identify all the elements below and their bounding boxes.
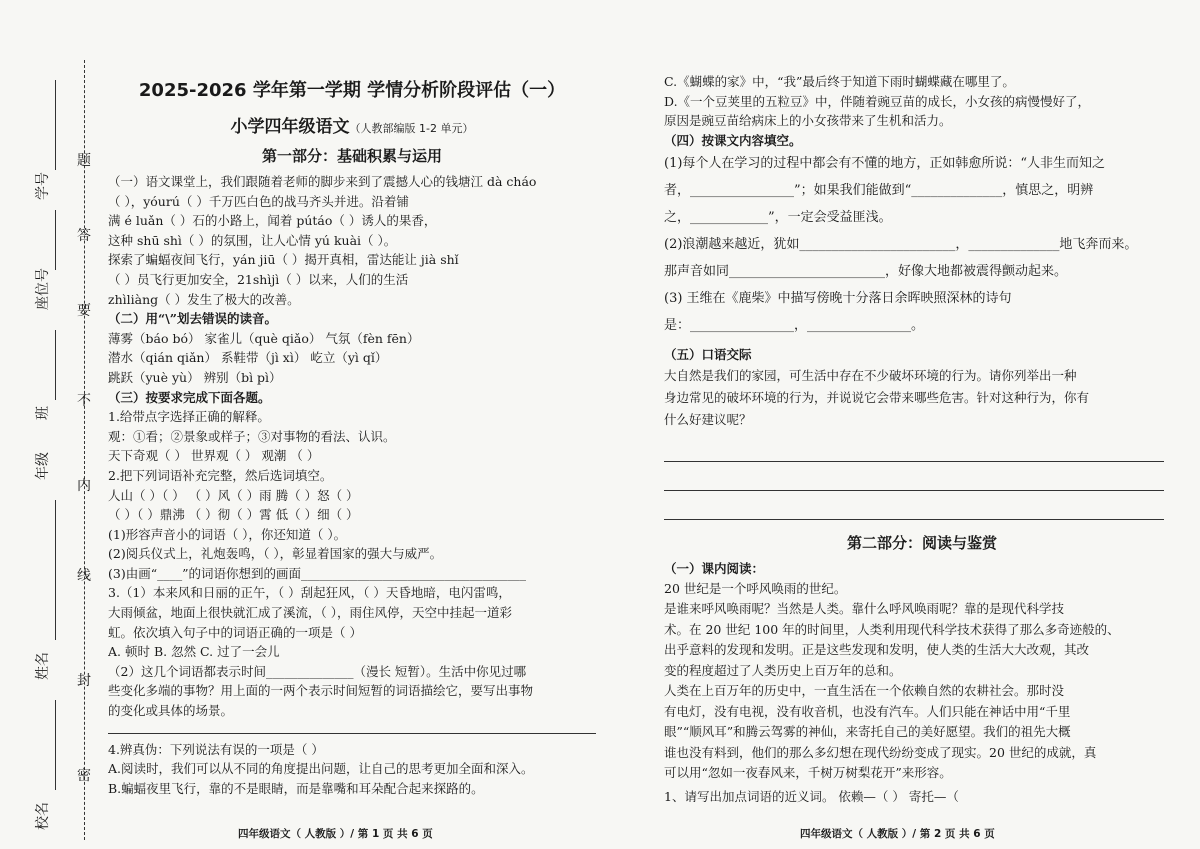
reading-line: 术。在 20 世纪 100 年的时间里，人类利用现代科学技术获得了那么多奇迹般的、 <box>664 621 1120 637</box>
reading-line: 谁也没有料到，他们的那么多幻想在现代纷纷变成了现实。20 世纪的成就，真 <box>664 744 1097 760</box>
question-line: C.《蝴蝶的家》中，“我”最后终于知道下雨时蝴蝶藏在哪里了。 <box>664 74 1015 89</box>
reading-line: 有电灯，没有电视，没有收音机，也没有汽车。人们只能在神话中用“千里 <box>664 703 1071 719</box>
seal-word: 线 <box>77 568 91 584</box>
section-heading: （三）按要求完成下面各题。 <box>108 389 271 405</box>
fill-line: 者，________________”；如果我们能做到“______________，慎思之，明辨 <box>664 183 1094 199</box>
part-2-heading: 第二部分：阅读与鉴赏 <box>846 533 997 552</box>
class-line <box>55 330 56 400</box>
seal-word: 不 <box>77 393 91 409</box>
question-line: 满 é luǎn（ ）石的小路上，闻着 pútáo（ ）诱人的果香， <box>108 213 437 229</box>
reading-line: 变的程度超过了人类历史上百万年的总和。 <box>664 662 902 678</box>
question-line: 观：①看；②景象或样子；③对事物的看法、认识。 <box>108 428 396 444</box>
question-line: （ ），yóurú（ ）千万匹白色的战马齐头并进。沿着铺 <box>108 193 409 209</box>
student-no-line <box>55 80 56 170</box>
pinyin-row: 跳跃（yuè yù） 辨别（bì pì） <box>108 369 282 385</box>
question-line: （ ）（ ）鼎沸 （ ）彻（ ）霄 低（ ）细（ ） <box>108 507 359 523</box>
question-line: 1、请写出加点词语的近义词。 依赖—（ ） 寄托—（ <box>664 788 959 804</box>
page-2 <box>664 72 1180 808</box>
fill-line: 那声音如同________________________，好像大地都被震得颤动起来。 <box>664 264 1068 280</box>
reading-line: 眼”“顺风耳”和腾云驾雾的神仙，来寄托自己的美好愿望。我们的祖先大概 <box>664 724 1071 740</box>
pinyin-row: 薄雾（báo bó） 家雀儿（què qiǎo） 气氛（fèn fēn） <box>108 330 420 346</box>
reading-line: 20 世纪是一个呼风唤雨的世纪。 <box>664 580 847 596</box>
name-line <box>55 500 56 640</box>
school-line <box>55 700 56 790</box>
binding-margin <box>0 0 100 849</box>
seal-word: 内 <box>77 478 91 494</box>
answer-line[interactable] <box>664 437 1164 462</box>
answer-line[interactable] <box>664 466 1164 491</box>
seal-line <box>84 60 85 840</box>
question-line: 原因是豌豆苗给病床上的小女孩带来了生机和活力。 <box>664 113 952 129</box>
question-line: 天下奇观（ ） 世界观（ ） 观潮 （ ） <box>108 448 320 464</box>
question-line: 2.把下列词语补充完整，然后选词填空。 <box>108 467 333 483</box>
question-line: （ ）员飞行更加安全，21shìjì（ ）以来，人们的生活 <box>108 271 409 287</box>
class-label: 班 <box>35 406 51 420</box>
oral-line: 身边常见的破坏环境的行为，并说说它会带来哪些危害。针对这种行为，你有 <box>664 389 1090 405</box>
name-label: 姓名 <box>35 652 51 680</box>
question-line: zhìliàng（ ）发生了极大的改善。 <box>108 291 300 307</box>
section-heading: （四）按课文内容填空。 <box>664 132 802 148</box>
answer-options: A. 顿时 B. 忽然 C. 过了一会儿 <box>108 644 280 660</box>
question-line: 人山（ ）（ ） （ ）风（ ）雨 腾（ ）怒（ ） <box>108 487 359 503</box>
student-no-label: 学号 <box>35 172 51 200</box>
school-label: 校名 <box>35 802 51 830</box>
oral-line: 大自然是我们的家园，可生活中存在不少破坏环境的行为。请你列举出一种 <box>664 367 1077 383</box>
question-line: （一）语文课堂上，我们跟随着老师的脚步来到了震撼人心的钱塘江 dà cháo <box>108 174 537 189</box>
fill-line: (3) 王维在《鹿柴》中描写傍晚十分落日余晖映照深林的诗句 <box>664 291 1012 307</box>
question-line: 探索了蝙蝠夜间飞行，yán jiū（ ）揭开真相，雷达能让 jià shǐ <box>108 252 459 268</box>
question-line: 3.（1）本来风和日丽的正午，（ ）刮起狂风，（ ）天昏地暗，电闪雷鸣， <box>108 585 511 601</box>
reading-line: 是谁来呼风唤雨呢？当然是人类。靠什么呼风唤雨呢？靠的是现代科学技 <box>664 601 1065 617</box>
grade-label: 年级 <box>35 452 51 480</box>
pinyin-row: 潜水（qián qiǎn） 系鞋带（jì xì） 屹立（yì qǐ） <box>108 350 388 366</box>
edition-note: （人教部编版 1-2 单元） <box>349 122 474 135</box>
seal-word: 答 <box>77 228 91 244</box>
reading-line: 可以用“忽如一夜春风来，千树万树梨花开”来形容。 <box>664 765 952 781</box>
seal-word: 要 <box>77 303 91 319</box>
question-line: 1.给带点字选择正确的解释。 <box>108 409 270 425</box>
section-heading: （二）用“\”划去错误的读音。 <box>108 311 277 327</box>
seat-line <box>55 210 56 270</box>
question-line: 些变化多端的事物？用上面的一两个表示时间短暂的词语描绘它，要写出事物 <box>108 683 534 699</box>
seat-label: 座位号 <box>35 268 51 310</box>
question-line: D.《一个豆荚里的五粒豆》中，伴随着豌豆苗的成长，小女孩的病慢慢好了， <box>664 93 1091 109</box>
writing-line <box>108 721 596 734</box>
reading-heading: （一）课内阅读： <box>664 560 765 576</box>
question-line: (3)由画“____”的词语你想到的画面____________________________________ <box>108 565 526 581</box>
question-line: 4.辨真伪：下列说法有误的一项是（ ） <box>108 741 324 757</box>
question-line: A.阅读时，我们可以从不同的角度提出问题，让自己的思考更加全面和深入。 <box>108 761 534 777</box>
exam-title: 2025-2026 学年第一学期 学情分析阶段评估（一） <box>138 80 566 101</box>
exam-subtitle <box>108 112 596 137</box>
page-1-footer: 四年级语文（ 人教版 ）/ 第 1 页 共 6 页 <box>238 828 433 840</box>
seal-word: 封 <box>77 673 91 689</box>
oral-line: 什么好建议呢？ <box>664 411 752 427</box>
question-line: 的变化或具体的场景。 <box>108 703 234 719</box>
answer-line[interactable] <box>664 495 1164 520</box>
fill-line: (2)浪潮越来越近，犹如________________________，______________地飞奔而来。 <box>664 237 1138 253</box>
fill-line: 之，____________”，一定会受益匪浅。 <box>664 210 892 226</box>
subject-title: 小学四年级语文 <box>230 117 350 137</box>
question-line: B.蝙蝠夜里飞行，靠的不是眼睛，而是靠嘴和耳朵配合起来探路的。 <box>108 780 484 796</box>
page-1 <box>108 70 596 798</box>
fill-line: 是：________________，________________。 <box>664 318 925 334</box>
seal-word: 题 <box>77 153 91 169</box>
question-line: (1)形容声音小的词语（ ），你还知道（ ）。 <box>108 526 347 542</box>
oral-heading: （五）口语交际 <box>664 347 752 363</box>
reading-line: 人类在上百万年的历史中，一直生活在一个依赖自然的农耕社会。那时没 <box>664 683 1065 699</box>
reading-line: 出乎意料的发现和发明。正是这些发现和发明，使人类的生活大大改观，其改 <box>664 642 1090 658</box>
question-line: 这种 shū shì（ ）的氛围，让人心情 yú kuài（ ）。 <box>108 232 397 248</box>
part-1-heading: 第一部分：基础积累与运用 <box>261 147 442 165</box>
seal-word: 密 <box>77 768 91 784</box>
question-line: (2)阅兵仪式上，礼炮轰鸣，（ ），彰显着国家的强大与威严。 <box>108 546 443 562</box>
question-line: （2）这几个词语都表示时间______________（漫长 短暂）。生活中你见过哪 <box>108 663 527 679</box>
page-2-footer: 四年级语文（ 人教版 ）/ 第 2 页 共 6 页 <box>800 828 995 840</box>
question-line: 大雨倾盆，地面上很快就汇成了溪流，（ ），雨住风停，天空中挂起一道彩 <box>108 605 512 621</box>
question-line: 虹。依次填入句子中的词语正确的一项是（ ） <box>108 624 362 640</box>
fill-line: (1)每个人在学习的过程中都会有不懂的地方，正如韩愈所说：“人非生而知之 <box>664 156 1106 172</box>
